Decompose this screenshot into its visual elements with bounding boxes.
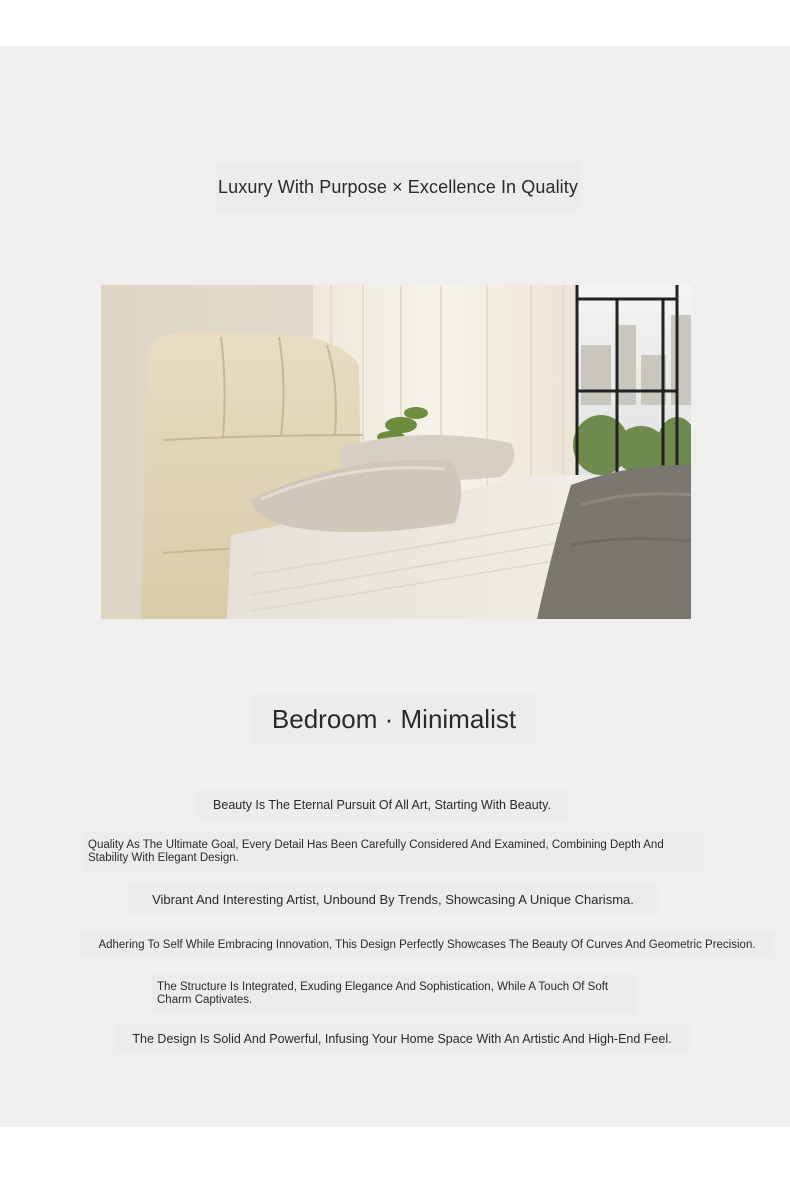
description-text: Quality As The Ultimate Goal, Every Detail Has Been Carefully Considered And Examined, Combining Depth And Stability With Elegant Design. — [88, 839, 664, 864]
description-line-5 — [152, 974, 636, 1014]
section-title-text: Bedroom · Minimalist — [271, 703, 517, 734]
description-text: The Design Is Solid And Powerful, Infusing Your Home Space With An Artistic And High-End Feel. — [132, 1031, 672, 1046]
description-line-3 — [128, 884, 658, 914]
bed-hero-image — [101, 285, 691, 619]
description-line-1 — [196, 790, 568, 820]
description-text: Vibrant And Interesting Artist, Unbound By Trends, Showcasing A Unique Charisma. — [152, 891, 634, 907]
description-line-6 — [114, 1024, 690, 1054]
description-line-2 — [82, 832, 704, 872]
description-text: Adhering To Self While Embracing Innovation, This Design Perfectly Showcases The Beauty Of Curves And Geometric Precision. — [98, 938, 756, 951]
description-text: The Structure Is Integrated, Exuding Elegance And Sophistication, While A Touch Of Soft Charm Captivates. — [157, 981, 609, 1006]
tagline-heading — [216, 162, 580, 212]
section-title — [252, 694, 536, 744]
description-text: Beauty Is The Eternal Pursuit Of All Art, Starting With Beauty. — [213, 797, 551, 812]
description-line-4 — [80, 932, 774, 958]
tagline-text: Luxury With Purpose × Excellence In Quality — [218, 176, 578, 197]
bed-photo-icon — [101, 285, 691, 619]
